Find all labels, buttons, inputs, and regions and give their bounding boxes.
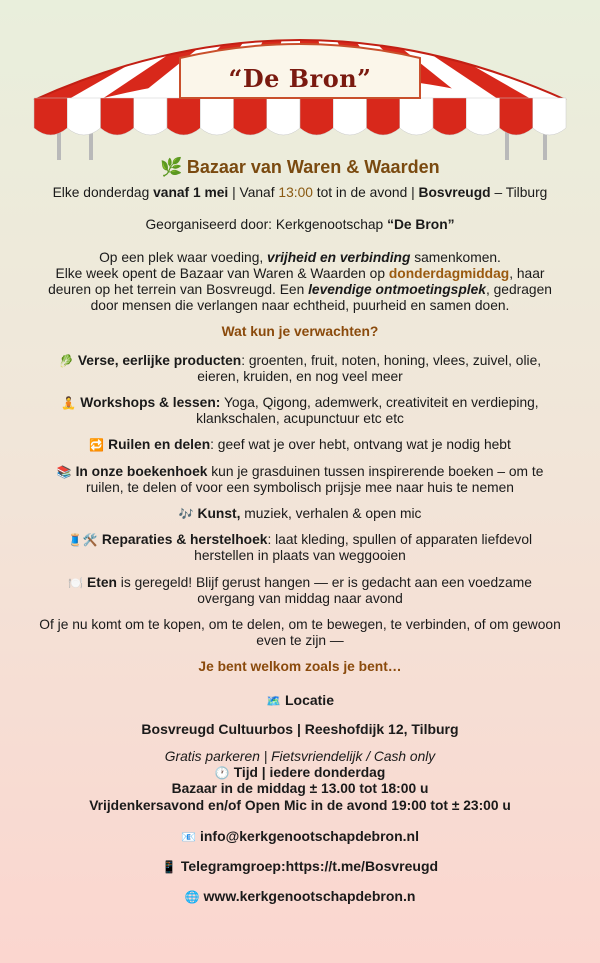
plate-icon: 🍽️ [68, 575, 84, 590]
location-section [0, 692, 600, 814]
valance-scallop [167, 98, 200, 135]
phone-icon: 📱 [161, 860, 177, 875]
valance-scallop [466, 98, 499, 135]
location-title: 🗺️ Locatie [266, 691, 334, 708]
welcome-text: Je bent welkom zoals je bent… [198, 659, 402, 675]
feature-item: 🍽️ Eten is geregeld! Blijf gerust hangen — er is gedacht aan een voedzame overgang van middag naar avond [68, 574, 532, 606]
organizer-line: Georganiseerd door: Kerkgenootschap “De Bron” [145, 217, 455, 233]
flyer-content [0, 155, 600, 919]
email-icon: 📧 [181, 829, 196, 844]
schedule-line: Elke donderdag vanaf 1 mei | Vanaf 13:00 tot in de avond | Bosvreugd – Tilburg [52, 185, 548, 201]
email-link[interactable]: 📧 info@kerkgenootschapdebron.nl [181, 827, 419, 844]
valance-scallop [400, 98, 433, 135]
exchange-icon: 🔁 [89, 438, 105, 453]
event-title-text: Bazaar van Waren & Waarden [186, 157, 440, 177]
map-icon: 🗺️ [266, 693, 281, 708]
valance-scallop [300, 98, 333, 135]
books-icon: 📚 [56, 464, 72, 479]
valance-scallop [267, 98, 300, 135]
feature-list [0, 353, 600, 607]
feature-item: 📚 In onze boekenhoek kun je grasduinen tussen inspirerende boeken – om te ruilen, te delen of voor een symbolisch prijsje mee naar huis te nemen [56, 463, 544, 495]
clock-icon: 🕐 [214, 766, 230, 781]
globe-icon: 🌐 [184, 890, 200, 905]
sign-title: “De Bron” [228, 63, 372, 93]
leaf-icon: 🌿 [160, 157, 183, 177]
valance-scallop [200, 98, 233, 135]
event-title [0, 159, 600, 175]
time-evening: Vrijdenkersavond en/of Open Mic in de avond 19:00 tot ± 23:00 u [89, 797, 511, 813]
awning-valance [34, 98, 566, 135]
valance-scallop [533, 98, 566, 135]
valance-scallop [500, 98, 533, 135]
valance-scallop [67, 98, 100, 135]
location-address: Bosvreugd Cultuurbos | Reeshofdijk 12, Tilburg [141, 720, 459, 737]
meditation-icon: 🧘 [61, 396, 77, 411]
website-link[interactable]: 🌐 www.kerkgenootschapdebron.n [184, 888, 416, 905]
contact-section [0, 828, 600, 906]
time-title: 🕐 Tijd | iedere donderdag [214, 765, 386, 781]
time-afternoon: Bazaar in de middag ± 13.00 tot 18:00 u [171, 781, 429, 797]
location-extras: Gratis parkeren | Fietsvriendelijk / Cash only [164, 749, 436, 765]
tools-icon: 🧵🛠️ [67, 533, 98, 548]
feature-item: 🔁 Ruilen en delen: geef wat je over hebt, ontvang wat je nodig hebt [89, 437, 511, 453]
expect-heading: Wat kun je verwachten? [221, 324, 379, 340]
valance-scallop [234, 98, 267, 135]
valance-scallop [134, 98, 167, 135]
valance-scallop [101, 98, 134, 135]
telegram-link[interactable]: 📱 Telegramgroep:https://t.me/Bosvreugd [161, 858, 439, 875]
closing-text: Of je nu komt om te kopen, om te delen, om te bewegen, te verbinden, of om gewoon even te zijn — [39, 617, 561, 649]
feature-item: 🧵🛠️ Reparaties & herstelhoek: laat kleding, spullen of apparaten liefdevol herstellen in plaats van weggooien [67, 532, 533, 564]
vegetable-icon: 🥬 [58, 353, 74, 368]
valance-scallop [433, 98, 466, 135]
valance-scallop [333, 98, 366, 135]
music-notes-icon: 🎶 [178, 507, 194, 522]
about-paragraph: Op een plek waar voeding, vrijheid en verbinding samenkomen. Elke week opent de Bazaar van Waren & Waarden op donderdagmiddag, haar deuren op het terrein van Bosvreugd. Een levendige ontmoetingsplek, gedragen door mensen die verlangen naar echtheid, puurheid en samen doen. [48, 249, 552, 314]
feature-item: 🧘 Workshops & lessen: Yoga, Qigong, ademwerk, creativiteit en verdieping, klankschalen, acupunctuur etc etc [61, 395, 539, 427]
valance-scallop [34, 98, 67, 135]
feature-item: 🎶 Kunst, muziek, verhalen & open mic [178, 506, 422, 522]
valance-scallop [367, 98, 400, 135]
feature-item: 🥬 Verse, eerlijke producten: groenten, fruit, noten, honing, vlees, zuivel, olie, eieren, kruiden, en nog veel meer [58, 352, 542, 384]
